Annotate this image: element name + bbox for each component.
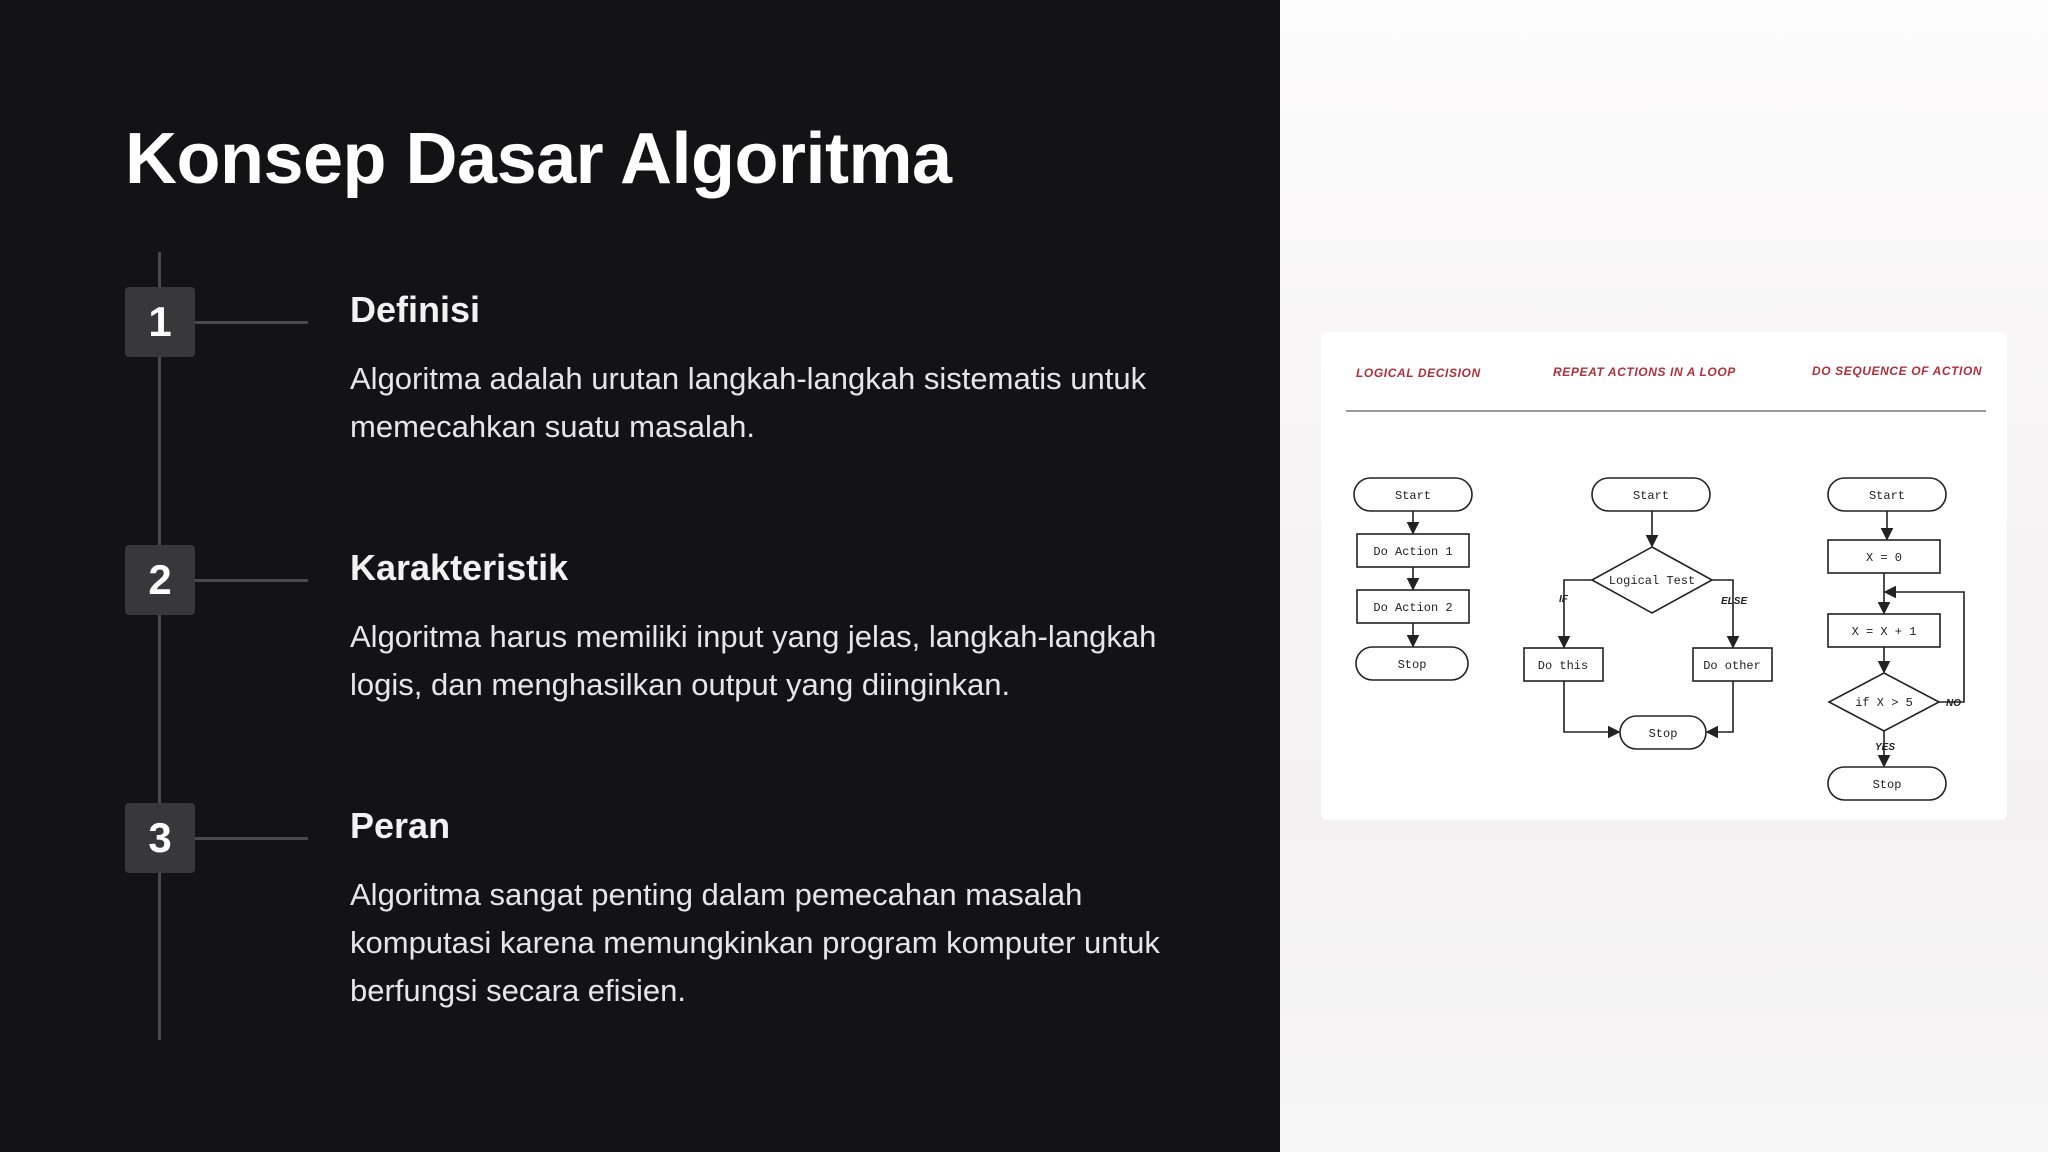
step-description: Algoritma sangat penting dalam pemecahan masalah komputasi karena memungkinkan program komputer untuk berfungsi secara efisien.	[350, 877, 1160, 1008]
step-description: Algoritma harus memiliki input yang jelas, langkah-langkah logis, dan menghasilkan output yang diinginkan.	[350, 619, 1157, 702]
step-number-badge: 2	[125, 545, 195, 615]
node-label: X = 0	[1865, 551, 1903, 565]
node-label: Do Action 2	[1373, 601, 1453, 615]
step-karakteristik	[125, 545, 1225, 745]
flowchart-heading: REPEAT ACTIONS IN A LOOP	[1553, 365, 1736, 379]
step-number-badge: 3	[125, 803, 195, 873]
node-label: Do this	[1537, 659, 1589, 673]
node-label: Logical Test	[1608, 574, 1696, 588]
node-label: Stop	[1397, 658, 1427, 672]
flowchart-diagram	[1321, 332, 2007, 820]
node-label: Start	[1868, 489, 1906, 503]
flowchart-heading: LOGICAL DECISION	[1356, 366, 1481, 380]
node-label: Do Action 1	[1373, 545, 1453, 559]
node-label: Stop	[1648, 727, 1678, 741]
step-number-badge: 1	[125, 287, 195, 357]
branch-label: ELSE	[1721, 596, 1748, 607]
step-connector	[195, 837, 308, 840]
node-label: Do other	[1703, 659, 1761, 673]
node-label: if X > 5	[1855, 696, 1913, 710]
step-definisi	[125, 287, 1225, 487]
branch-label: NO	[1946, 698, 1961, 709]
step-heading: Peran	[350, 805, 451, 846]
step-connector	[195, 321, 308, 324]
page-title: Konsep Dasar Algoritma	[125, 119, 952, 199]
node-label: Start	[1394, 489, 1432, 503]
step-connector	[195, 579, 308, 582]
node-label: X = X + 1	[1851, 625, 1917, 639]
step-heading: Karakteristik	[350, 547, 569, 588]
step-description: Algoritma adalah urutan langkah-langkah sistematis untuk memecahkan suatu masalah.	[350, 361, 1147, 444]
step-peran	[125, 803, 1225, 1008]
flowchart-heading: DO SEQUENCE OF ACTION	[1812, 364, 1983, 378]
node-label: Stop	[1872, 778, 1902, 792]
branch-label: YES	[1875, 742, 1896, 753]
flowchart-image	[1321, 332, 2007, 820]
branch-label: IF	[1559, 594, 1568, 605]
node-label: Start	[1632, 489, 1670, 503]
step-heading: Definisi	[350, 289, 481, 330]
